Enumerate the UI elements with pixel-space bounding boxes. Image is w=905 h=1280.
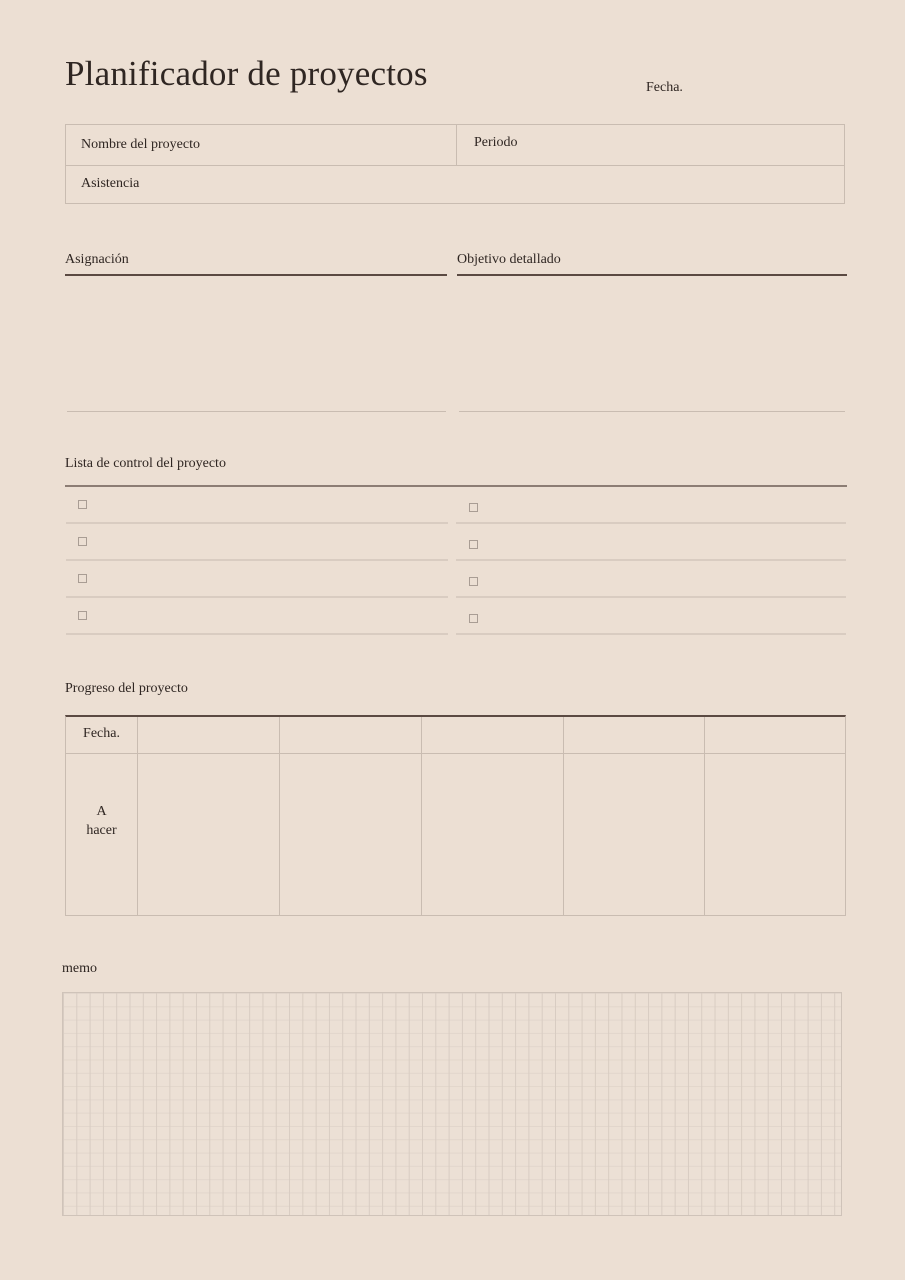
checklist-item[interactable] <box>66 524 448 561</box>
checkbox[interactable] <box>469 503 478 512</box>
checklist-item[interactable] <box>66 561 448 598</box>
progress-cell[interactable] <box>138 754 279 916</box>
assignment-bottom-rule <box>67 411 446 412</box>
checklist-right-column <box>456 487 846 635</box>
checkbox[interactable] <box>78 500 87 509</box>
checkbox[interactable] <box>78 574 87 583</box>
checklist-title: Lista de control del proyecto <box>65 456 226 471</box>
header-date-label: Fecha. <box>646 80 683 95</box>
checkbox[interactable] <box>78 611 87 620</box>
attendance-field[interactable]: Asistencia <box>81 176 140 191</box>
info-divider <box>456 125 457 165</box>
objective-area[interactable] <box>457 276 847 410</box>
objective-label: Objetivo detallado <box>457 252 561 267</box>
progress-cell[interactable] <box>564 754 704 916</box>
checklist-item[interactable] <box>66 598 448 635</box>
objective-bottom-rule <box>459 411 845 412</box>
project-info-box <box>65 124 845 204</box>
todo-label-line1: A <box>96 804 107 819</box>
project-name-field[interactable]: Nombre del proyecto <box>81 137 200 152</box>
checklist-item[interactable] <box>66 487 448 524</box>
checkbox[interactable] <box>78 537 87 546</box>
memo-title: memo <box>62 961 97 976</box>
progress-cell[interactable] <box>280 754 421 916</box>
assignment-label: Asignación <box>65 252 129 267</box>
period-field[interactable]: Periodo <box>474 135 518 150</box>
checklist-left-column <box>66 487 448 635</box>
progress-date-header: Fecha. <box>83 726 120 741</box>
memo-grid-area[interactable] <box>62 992 842 1216</box>
progress-cell[interactable] <box>422 754 563 916</box>
checklist-item[interactable] <box>456 487 846 524</box>
progress-cell[interactable] <box>705 754 845 916</box>
assignment-area[interactable] <box>65 276 447 410</box>
checkbox[interactable] <box>469 614 478 623</box>
checkbox[interactable] <box>469 540 478 549</box>
progress-table <box>65 715 846 916</box>
page-title: Planificador de proyectos <box>65 54 428 93</box>
progress-todo-label <box>66 802 137 840</box>
checkbox[interactable] <box>469 577 478 586</box>
checklist-item[interactable] <box>456 598 846 635</box>
progress-title: Progreso del proyecto <box>65 681 188 696</box>
checklist-item[interactable] <box>456 561 846 598</box>
todo-label-line2: hacer <box>86 823 117 838</box>
checklist-item[interactable] <box>456 524 846 561</box>
